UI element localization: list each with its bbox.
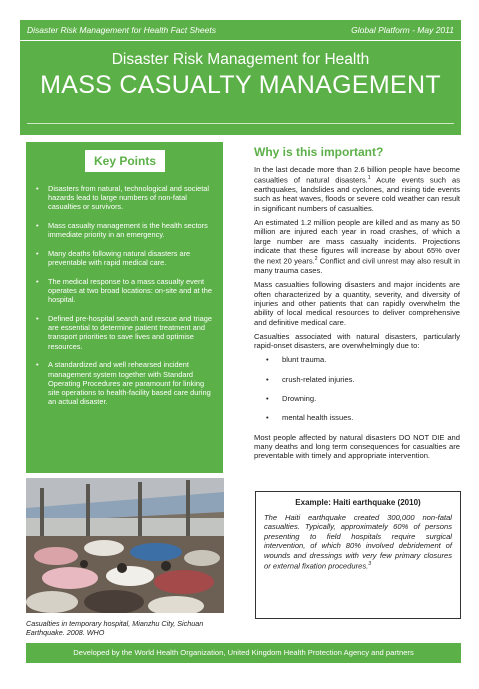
footer-text: Developed by the World Health Organization, United Kingdom Health Protection Agency and partners	[73, 648, 414, 657]
why-paragraph-1	[254, 165, 460, 213]
why-paragraph-2	[254, 218, 460, 275]
cause-item: • Drowning.	[254, 394, 460, 403]
why-paragraph-5: Most people affected by natural disasters DO NOT DIE and many deaths and long term consequences for casualties are preventable with timely and appropriate intervention.	[254, 432, 460, 461]
series-label: Disaster Risk Management for Health Fact Sheets	[27, 25, 216, 35]
cause-item: • blunt trauma.	[254, 355, 460, 364]
cause-item: • crush-related injuries.	[254, 375, 460, 384]
why-section	[254, 142, 460, 465]
page-title: MASS CASUALTY MANAGEMENT	[40, 71, 441, 99]
footnote-ref: 2	[314, 256, 318, 263]
hospital-photo	[26, 478, 224, 613]
fact-sheet-page	[20, 20, 461, 675]
text-run: Conflict and civil unrest may also result in many trauma cases.	[254, 256, 460, 276]
key-point-item: • Defined pre-hospital search and rescue and triage are essential to determine patient treatment and transport priorities to save lives and optimise resources.	[34, 314, 217, 351]
footer-banner	[26, 643, 461, 663]
key-point-item: • Disasters from natural, technological and societal hazards lead to large numbers of non-fatal casualties or survivors.	[34, 184, 217, 212]
header-divider	[27, 123, 454, 124]
photo-caption: Casualties in temporary hospital, Mianzhu City, Sichuan Earthquake. 2008. WHO	[26, 619, 204, 637]
key-point-item: • Many deaths following natural disasters are preventable with rapid medical care.	[34, 249, 217, 267]
header-banner	[20, 41, 461, 135]
example-title: Example: Haiti earthquake (2010)	[295, 498, 421, 507]
key-points-title: Key Points	[85, 150, 165, 172]
text-run: The Haiti earthquake created 300,000 non-fatal casualties. Typically, approximately 60% of persons presenting to field hospitals require surgical intervention, of which 80% involved debridement of wounds and dressings with very few primary closures or external fixation procedures.	[264, 513, 452, 571]
top-strip	[20, 20, 461, 40]
cause-item: • mental health issues.	[254, 413, 460, 422]
why-paragraph-3: Mass casualties following disasters and major incidents are often characterized by a quantity, severity, and diversity of injuries and other patients that can rapidly overwhelm the ability of local medical resources to deliver comprehensive and definitive medical care.	[254, 280, 460, 327]
text-run: An estimated 1.2 million people are killed and as many as 50 million are injured each year in road crashes, of which a large number are mass casualty incidents. Projections indicate that these figures will increase by about 65% over the next 20 years.	[254, 218, 460, 266]
publication-date: Global Platform - May 2011	[351, 25, 454, 35]
key-point-item: • Mass casualty management is the health sectors immediate priority in an emergency.	[34, 221, 217, 239]
key-point-item: • A standardized and well rehearsed incident management system together with Standard Operating Procedures are paramount for linking site operations to health-facility based care during an actual disaster.	[34, 360, 217, 406]
footnote-ref: 1	[367, 175, 371, 182]
key-points-list	[34, 184, 217, 416]
hospital-photo-image	[26, 478, 224, 613]
causes-list	[254, 355, 460, 422]
example-body	[264, 513, 452, 571]
why-title: Why is this important?	[254, 145, 384, 159]
key-point-item: • The medical response to a mass casualty event operates at two broad locations: on-site and at the hospital.	[34, 277, 217, 305]
text-run: Acute events such as earthquakes, landslides and cyclones, and rising tide events such as heat waves, floods or severe cold weather can result in significant numbers of casualties.	[254, 175, 460, 213]
footnote-ref: 3	[368, 561, 372, 568]
page-subtitle: Disaster Risk Management for Health	[111, 51, 370, 68]
example-box	[255, 491, 461, 619]
why-paragraph-4: Casualties associated with natural disasters, particularly rapid-onset disasters, are overwhelmingly due to:	[254, 331, 460, 351]
key-points-panel	[26, 142, 223, 473]
text-run: In the last decade more than 2.6 billion people have become casualties of natural disasters.	[254, 165, 460, 185]
